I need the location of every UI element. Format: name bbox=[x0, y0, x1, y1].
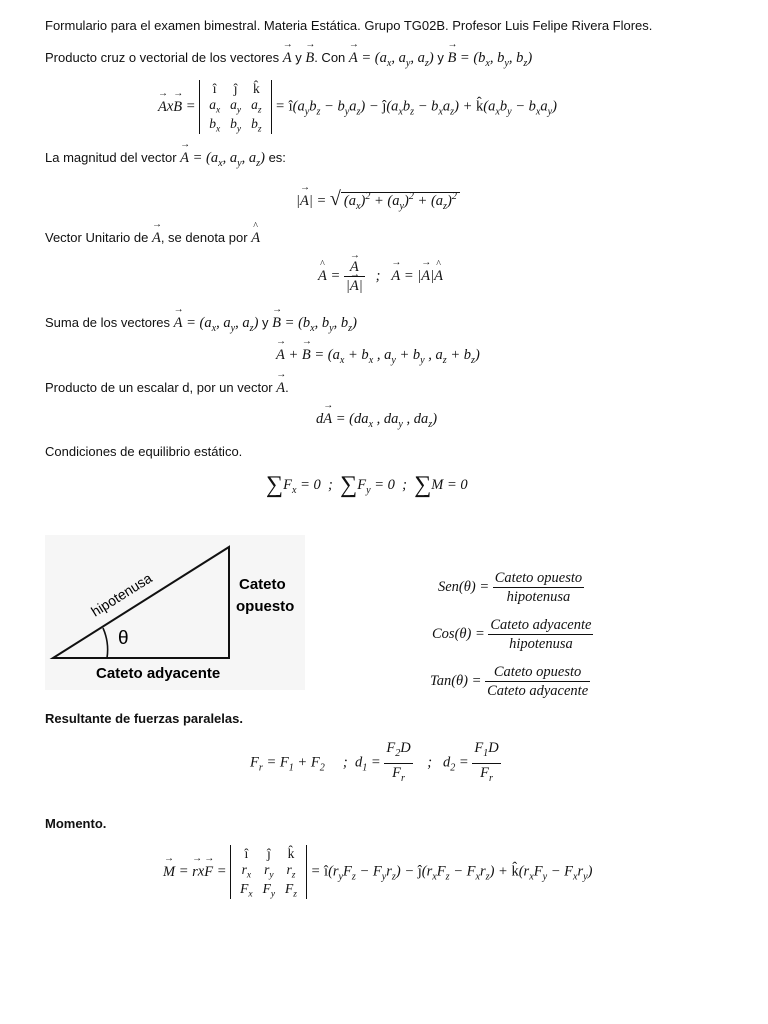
parallel-forces-formula: $F_r = F_1 + F_2$ ; $d_1$ = $\frac{F_2D}{F_r}$ ; $d_2$ = $\frac{F_1D}{F_r}$ bbox=[250, 740, 499, 784]
sin-denominator: hipotenusa bbox=[506, 589, 571, 605]
sum-formula: → A + → $B = (a_x + b_x$ , $a_y + b_y$ , $a_z + b_z$) bbox=[276, 347, 480, 366]
theta-label: θ bbox=[118, 628, 129, 649]
cross-product-label: Producto cruz o vectorial de los vectores bbox=[45, 50, 280, 65]
magnitude-es: es: bbox=[268, 150, 286, 165]
cos-numerator: Cateto adyacente bbox=[490, 617, 592, 633]
scalar-formula: $d\to A = (da_x$ , $da_y$ , $da_z$) bbox=[316, 411, 437, 430]
equilibrium-formula: $\sum F_x = 0$ ; $\sum F_y = 0$ ; ∑M = 0 bbox=[266, 472, 468, 498]
tan-label: Tan(θ) = bbox=[430, 672, 482, 689]
cos-denominator: hipotenusa bbox=[509, 636, 573, 652]
magnitude-label: La magnitud del vector bbox=[45, 150, 177, 165]
moment-formula: → M = → rx→ F = î ĵ k̂ $r_x$ $r_y$ $r_z$ $F_x$ $F_y$ $F_z$ = $î(r_yF_z - F_yr_z)$ − $ĵ(r_xF_z - F_xr_z)$ + $k̂(r_xF_y - F_xr_y)$ bbox=[163, 845, 592, 899]
magnitude-formula: |→ A| = √ $(a_x)^2 + (a_y)^2 + (a_z)^2$ bbox=[296, 188, 460, 212]
cross-product-intro: Producto cruz o vectorial de los vectores → A y → B. Con → $A = (a_x$, $a_y$, $a_z$) $y \to B = (b_x$, $b_y$, $b_z$) bbox=[45, 50, 532, 69]
sin-formula bbox=[438, 569, 584, 606]
sin-label: Sen(θ) = bbox=[438, 578, 490, 595]
sum-intro: Suma de los vectores → $A = (a_x$, $a_y$, $a_z$) $y \to B = (b_x$, $b_y$, $b_z$) bbox=[45, 315, 357, 334]
unit-vector-intro: Vector Unitario de → A, se denota por ^ A bbox=[45, 230, 260, 247]
unit-vector-denota: , se denota por bbox=[160, 230, 248, 245]
scalar-intro: Producto de un escalar d, por un vector → A. bbox=[45, 380, 289, 397]
parallel-forces-label: Resultante de fuerzas paralelas. bbox=[45, 711, 243, 726]
scalar-label: Producto de un escalar d, por un vector bbox=[45, 380, 273, 395]
tan-numerator: Cateto opuesto bbox=[485, 663, 590, 682]
moment-label: Momento. bbox=[45, 816, 107, 831]
cross-product-con: . Con bbox=[314, 50, 346, 65]
sin-numerator: Cateto opuesto bbox=[494, 570, 583, 586]
unit-vector-formula: ^ A = → $\frac{A}{|\to A|}$ ; → A = |→ A|^ A bbox=[318, 258, 443, 295]
opposite-label-2: opuesto bbox=[236, 598, 295, 615]
sum-y: y bbox=[262, 315, 269, 330]
magnitude-intro: La magnitud del vector → $A = (a_x$, $a_y$, $a_z$) es: bbox=[45, 150, 286, 169]
equilibrium-label: Condiciones de equilibrio estático. bbox=[45, 444, 243, 459]
cos-formula bbox=[432, 616, 593, 653]
tan-formula bbox=[430, 663, 590, 700]
opposite-label-1: Cateto bbox=[239, 576, 286, 593]
cross-product-y: y bbox=[295, 50, 302, 65]
cross-product-formula: → Ax→ B = î ĵ k̂ $a_x$ $a_y$ $a_z$ $b_x$ $b_y$ $b_z$ = $î(a_yb_z - b_ya_z)$ − $ĵ(a_xb_z - b_xa_z)$ + $k̂(a_xb_y - b_xa_y)$ bbox=[158, 80, 557, 134]
cross-product-determinant: î ĵ k̂ $a_x$ $a_y$ $a_z$ $b_x$ $b_y$ $b_z$ bbox=[199, 80, 271, 134]
sum-label: Suma de los vectores bbox=[45, 315, 171, 330]
cos-label: Cos(θ) = bbox=[432, 625, 485, 642]
moment-determinant: î ĵ k̂ $r_x$ $r_y$ $r_z$ $F_x$ $F_y$ $F_z$ bbox=[230, 845, 307, 899]
page-header: Formulario para el examen bimestral. Materia Estática. Grupo TG02B. Profesor Luis Felipe Rivera Flores. bbox=[45, 18, 653, 33]
hypotenuse-label: hipotenusa bbox=[88, 569, 155, 620]
adjacent-label: Cateto adyacente bbox=[96, 665, 221, 682]
unit-vector-label: Vector Unitario de bbox=[45, 230, 149, 245]
tan-denominator: Cateto adyacente bbox=[487, 683, 589, 699]
right-triangle-figure bbox=[45, 535, 305, 690]
